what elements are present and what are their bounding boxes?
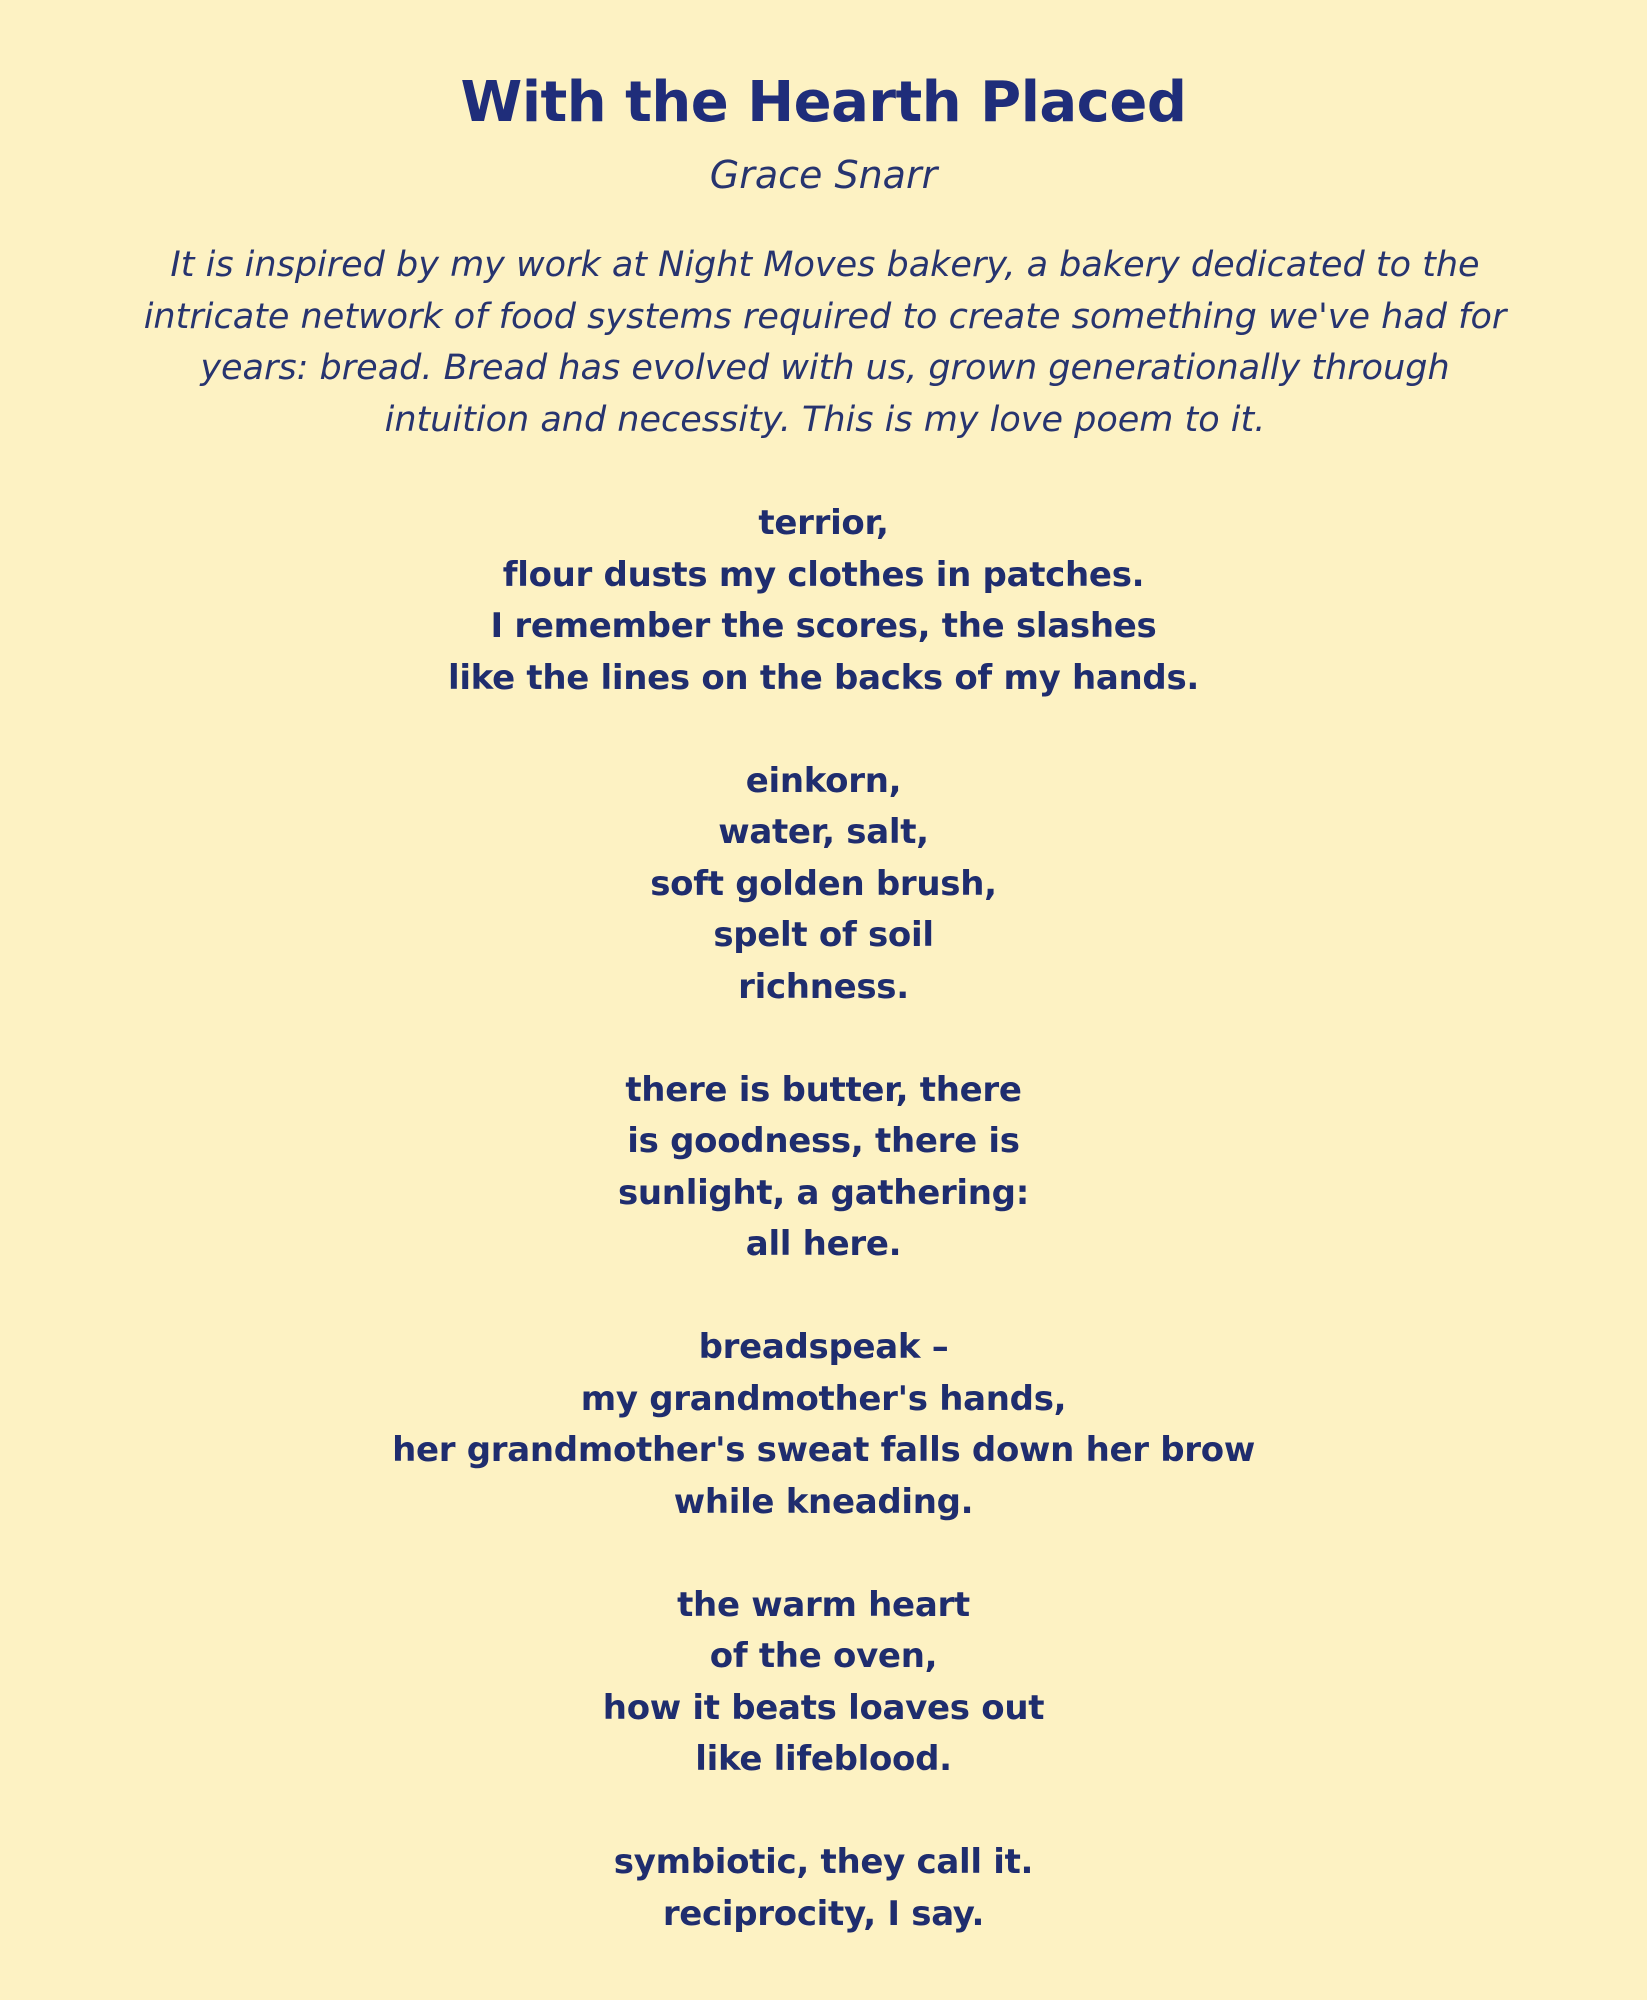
stanza-1 xyxy=(0,498,1647,704)
poem-line: the warm heart xyxy=(677,1584,970,1625)
poem-line: richness. xyxy=(738,966,909,1007)
poem-line: flour dusts my clothes in patches. xyxy=(502,554,1145,595)
poem-line: of the oven, xyxy=(709,1636,938,1676)
poem-line: water, salt, xyxy=(718,812,929,852)
stanza-3 xyxy=(0,1065,1647,1271)
poem-line: there is butter, there xyxy=(625,1069,1022,1110)
intro-line: intuition and necessity. This is my love poem to it. xyxy=(384,399,1266,440)
stanza-6 xyxy=(0,1837,1647,1940)
poem-line: while kneading. xyxy=(673,1481,974,1522)
poem-line: sunlight, a gathering: xyxy=(617,1172,1030,1213)
poem-title: With the Hearth Placed xyxy=(460,70,1187,135)
intro-line: It is inspired by my work at Night Moves bakery, a bakery dedicated to the xyxy=(170,245,1480,285)
stanza-2 xyxy=(0,756,1647,1014)
poem-author: Grace Snarr xyxy=(709,153,938,197)
stanza-4 xyxy=(0,1322,1647,1528)
intro-line: years: bread. Bread has evolved with us, grown generationally through xyxy=(200,348,1450,388)
poem-line: I remember the scores, the slashes xyxy=(490,606,1157,646)
poem-line: spelt of soil xyxy=(713,915,934,955)
poem-line: her grandmother's sweat falls down her brow xyxy=(392,1430,1255,1470)
poem-line: soft golden brush, xyxy=(650,863,997,904)
poem-body xyxy=(0,498,1647,1992)
poem-line: how it beats loaves out xyxy=(602,1687,1045,1728)
intro-line: intricate network of food systems required to create something we've had for xyxy=(143,296,1507,337)
stanza-5 xyxy=(0,1580,1647,1786)
poem-line: symbiotic, they call it. xyxy=(613,1842,1034,1882)
poem-line: all here. xyxy=(745,1224,902,1264)
poem-line: breadspeak – xyxy=(698,1327,949,1367)
poem-introduction xyxy=(95,240,1555,446)
poem-line: terrior, xyxy=(758,503,889,543)
poem-line: my grandmother's hands, xyxy=(580,1378,1067,1419)
poem-line: reciprocity, I say. xyxy=(662,1893,985,1934)
poem-line: like lifeblood. xyxy=(695,1739,952,1779)
poem-line: einkorn, xyxy=(745,760,902,801)
poem-line: like the lines on the backs of my hands. xyxy=(447,657,1200,698)
poem-line: is goodness, there is xyxy=(627,1121,1020,1161)
